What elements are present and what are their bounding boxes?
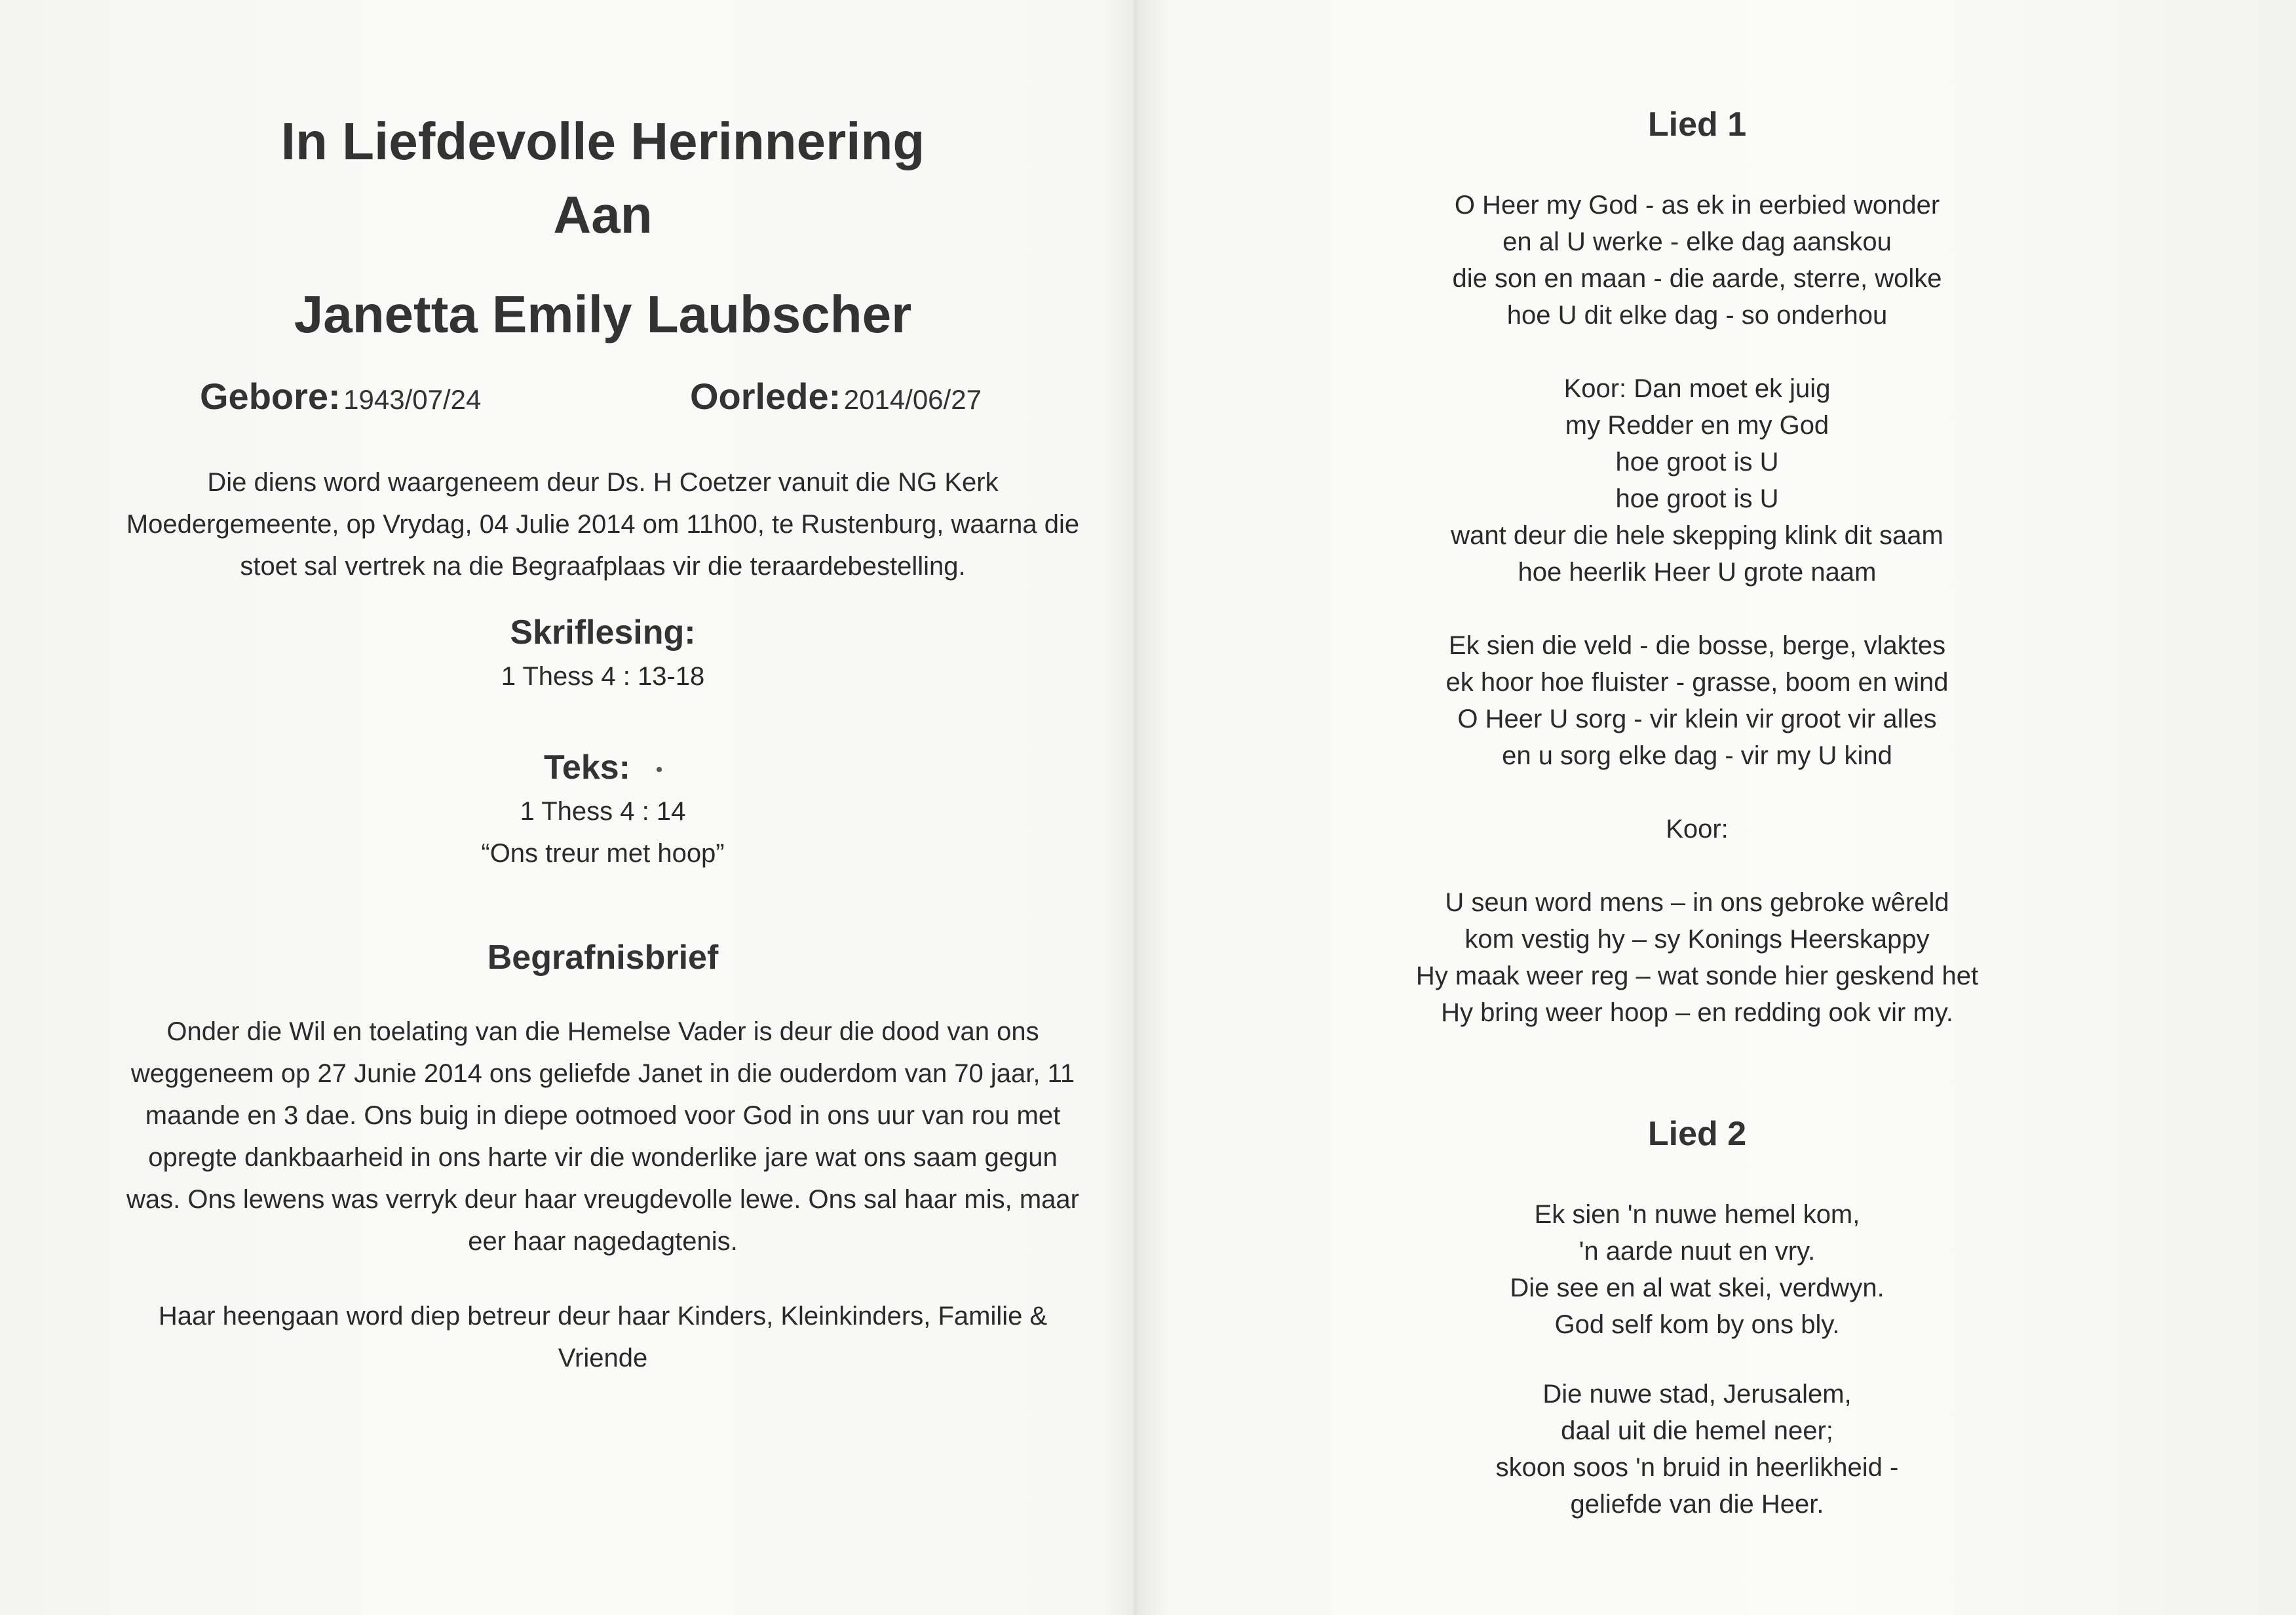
memorial-heading-aan: Aan: [553, 185, 653, 244]
verse-line: want deur die hele skepping klink dit saam: [1451, 521, 1943, 550]
dates-row: [92, 375, 1114, 447]
song1-chorus: [1284, 370, 2110, 591]
verse-line: Koor: Dan moet ek juig: [1563, 374, 1831, 403]
letter-line: opregte dankbaarheid in ons harte vir die wonderlike jare wat ons saam gegun: [148, 1143, 1058, 1172]
verse-line: hoe groot is U: [1615, 448, 1779, 477]
verse-line: O Heer my God - as ek in eerbied wonder: [1454, 191, 1940, 220]
letter-section: [92, 935, 1114, 1379]
text-quote: “Ons treur met hoop”: [481, 839, 725, 868]
song2-verse-1: [1284, 1196, 2110, 1343]
died-date: 2014/06/27: [843, 384, 982, 415]
verse-line: Koor:: [1666, 815, 1729, 844]
letter-line: eer haar nagedagtenis.: [468, 1227, 738, 1256]
born-date: 1943/07/24: [343, 384, 482, 415]
born-block: [200, 375, 481, 418]
letter-paragraph: [92, 1011, 1114, 1262]
mourners-paragraph: [92, 1295, 1114, 1379]
letter-line: was. Ons lewens was verryk deur haar vreugdevolle lewe. Ons sal haar mis, maar: [126, 1185, 1079, 1214]
verse-line: Ek sien 'n nuwe hemel kom,: [1534, 1200, 1860, 1229]
memorial-heading: In Liefdevolle Herinnering: [280, 112, 925, 170]
verse-line: God self kom by ons bly.: [1554, 1310, 1840, 1339]
song2-title: Lied 2: [1647, 1115, 1747, 1153]
verse-line: my Redder en my God: [1565, 411, 1829, 440]
verse-line: daal uit die hemel neer;: [1561, 1416, 1833, 1445]
verse-line: O Heer U sorg - vir klein vir groot vir alles: [1457, 705, 1937, 733]
letter-line: Onder die Wil en toelating van die Hemelse Vader is deur die dood van ons: [166, 1017, 1039, 1046]
letter-line: weggeneem op 27 Junie 2014 ons geliefde Janet in die ouderdom van 70 jaar, 11: [130, 1059, 1075, 1088]
page-fold: [1132, 0, 1139, 1615]
reading-label: Skriflesing:: [510, 613, 696, 652]
service-paragraph: [92, 461, 1114, 587]
left-page: [92, 105, 1114, 1379]
verse-line: U seun word mens – in ons gebroke wêreld: [1445, 888, 1949, 917]
verse-line: geliefde van die Heer.: [1570, 1490, 1824, 1519]
service-line: stoet sal vertrek na die Begraafplaas vir die teraardebestelling.: [240, 552, 966, 581]
verse-line: Ek sien die veld - die bosse, berge, vlaktes: [1448, 631, 1946, 660]
died-label: Oorlede:: [690, 376, 841, 417]
verse-line: Hy maak weer reg – wat sonde hier geskend het: [1415, 962, 1979, 990]
verse-line: skoon soos 'n bruid in heerlikheid -: [1495, 1453, 1899, 1482]
text-ref: 1 Thess 4 : 14: [520, 797, 686, 826]
verse-line: Hy bring weer hoop – en redding ook vir my.: [1441, 998, 1953, 1027]
verse-line: hoe groot is U: [1615, 484, 1779, 513]
reading-ref: 1 Thess 4 : 13-18: [501, 662, 705, 691]
deceased-name: Janetta Emily Laubscher: [294, 285, 912, 343]
song1-verse-2: [1284, 627, 2110, 774]
song1-verse-1: [1284, 187, 2110, 334]
mourners-line: Vriende: [558, 1344, 648, 1372]
dot-mark: [657, 767, 662, 772]
verse-line: ek hoor hoe fluister - grasse, boom en wind: [1445, 668, 1949, 697]
text-label: Teks:: [544, 749, 630, 787]
born-label: Gebore:: [200, 376, 341, 417]
reading-section: [92, 610, 1114, 697]
verse-line: hoe heerlik Heer U grote naam: [1518, 558, 1877, 587]
verse-line: 'n aarde nuut en vry.: [1578, 1237, 1816, 1266]
song1-title: Lied 1: [1647, 106, 1747, 144]
verse-line: en u sorg elke dag - vir my U kind: [1502, 741, 1892, 770]
verse-line: Die nuwe stad, Jerusalem,: [1542, 1380, 1852, 1409]
verse-line: Die see en al wat skei, verdwyn.: [1510, 1274, 1885, 1302]
song1-chorus-repeat: [1284, 811, 2110, 847]
letter-label: Begrafnisbrief: [487, 939, 719, 977]
letter-line: maande en 3 dae. Ons buig in diepe ootmoed voor God in ons uur van rou met: [145, 1101, 1061, 1130]
verse-line: hoe U dit elke dag - so onderhou: [1506, 301, 1888, 330]
service-line: Moedergemeente, op Vrydag, 04 Julie 2014 om 11h00, te Rustenburg, waarna die: [126, 510, 1080, 539]
text-label-row: [92, 745, 1114, 790]
verse-line: en al U werke - elke dag aanskou: [1502, 227, 1892, 256]
verse-line: die son en maan - die aarde, sterre, wolke: [1452, 264, 1942, 293]
right-page: [1284, 102, 2110, 1523]
text-section: [92, 745, 1114, 874]
song1-verse-3: [1284, 884, 2110, 1031]
song2-verse-2: [1284, 1376, 2110, 1523]
verse-line: kom vestig hy – sy Konings Heerskappy: [1464, 925, 1930, 954]
service-line: Die diens word waargeneem deur Ds. H Coetzer vanuit die NG Kerk: [207, 468, 999, 497]
mourners-line: Haar heengaan word diep betreur deur haar Kinders, Kleinkinders, Familie &: [158, 1302, 1048, 1331]
died-block: [690, 375, 982, 418]
